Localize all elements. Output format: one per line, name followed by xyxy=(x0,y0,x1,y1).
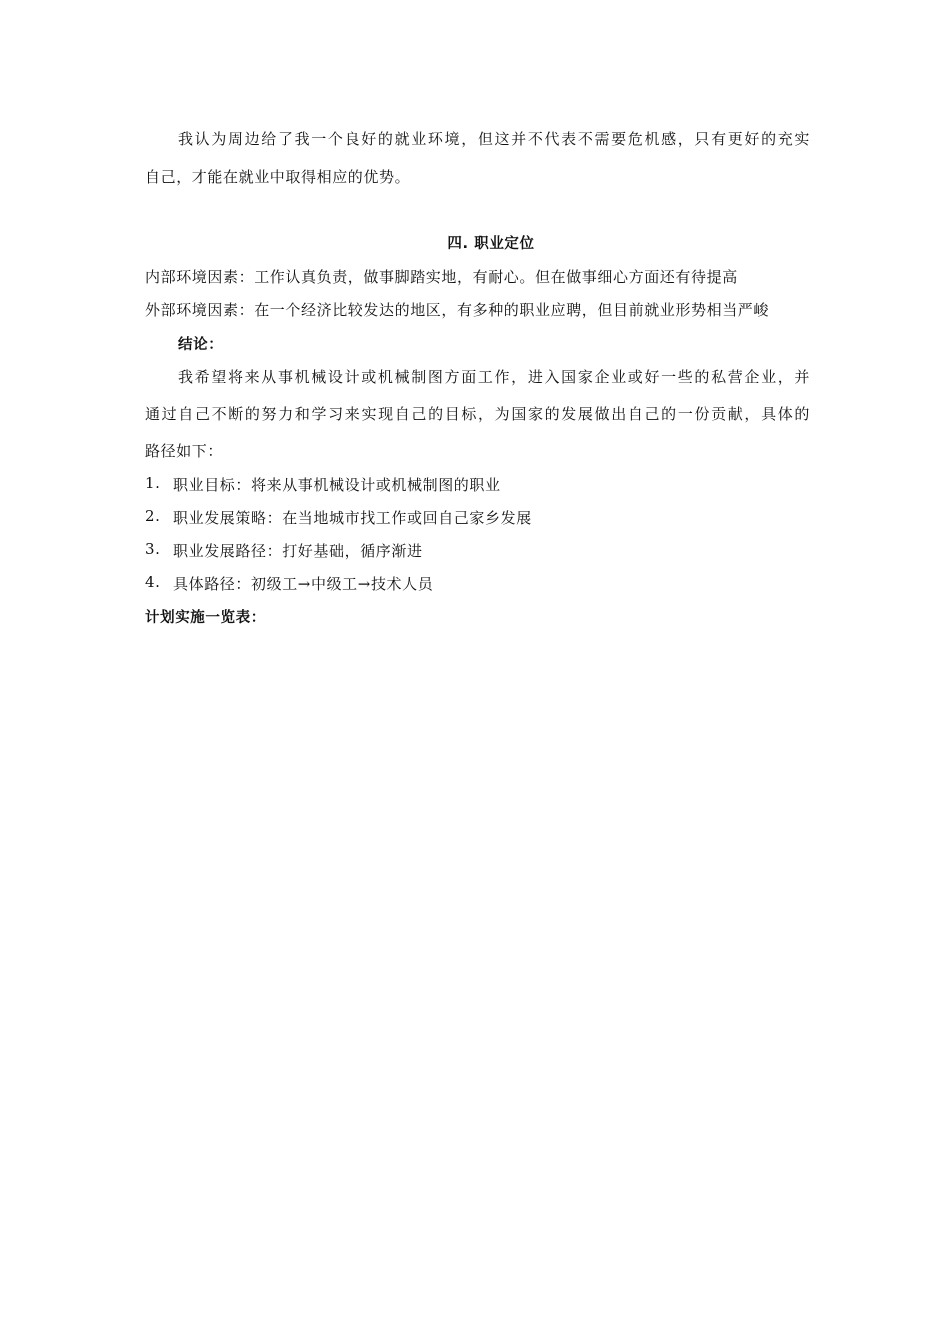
paragraph-line: 路径如下： xyxy=(145,442,224,460)
paragraph-line: 通过自己不断的努力和学习来实现自己的目标，为国家的发展做出自己的一份贡献，具体的 xyxy=(145,405,810,423)
list-item xyxy=(145,474,810,495)
list-text: 具体路径：初级工→中级工→技术人员 xyxy=(173,575,434,593)
list-item xyxy=(145,507,810,528)
list-number: 1. xyxy=(145,474,161,492)
list-item xyxy=(145,573,810,594)
conclusion-heading: 结论： xyxy=(178,337,224,353)
list-text: 职业发展策略：在当地城市找工作或回自己家乡发展 xyxy=(173,509,532,527)
external-factors: 外部环境因素：在一个经济比较发达的地区，有多种的职业应聘，但目前就业形势相当严峻 xyxy=(145,301,770,319)
paragraph-line: 我认为周边给了我一个良好的就业环境，但这并不代表不需要危机感，只有更好的充实 xyxy=(178,130,810,148)
internal-factors: 内部环境因素：工作认真负责，做事脚踏实地，有耐心。但在做事细心方面还有待提高 xyxy=(145,268,738,286)
list-item xyxy=(145,540,810,561)
plan-table-heading: 计划实施一览表： xyxy=(145,610,266,626)
list-number: 3. xyxy=(145,540,161,558)
paragraph-line: 我希望将来从事机械设计或机械制图方面工作，进入国家企业或好一些的私营企业，并 xyxy=(178,368,810,386)
list-text: 职业发展路径：打好基础，循序渐进 xyxy=(173,542,423,560)
section-heading: 四. 职业定位 xyxy=(447,236,535,252)
list-number: 4. xyxy=(145,573,161,591)
paragraph-line: 自己，才能在就业中取得相应的优势。 xyxy=(145,168,411,186)
list-text: 职业目标：将来从事机械设计或机械制图的职业 xyxy=(173,476,501,494)
list-number: 2. xyxy=(145,507,161,525)
